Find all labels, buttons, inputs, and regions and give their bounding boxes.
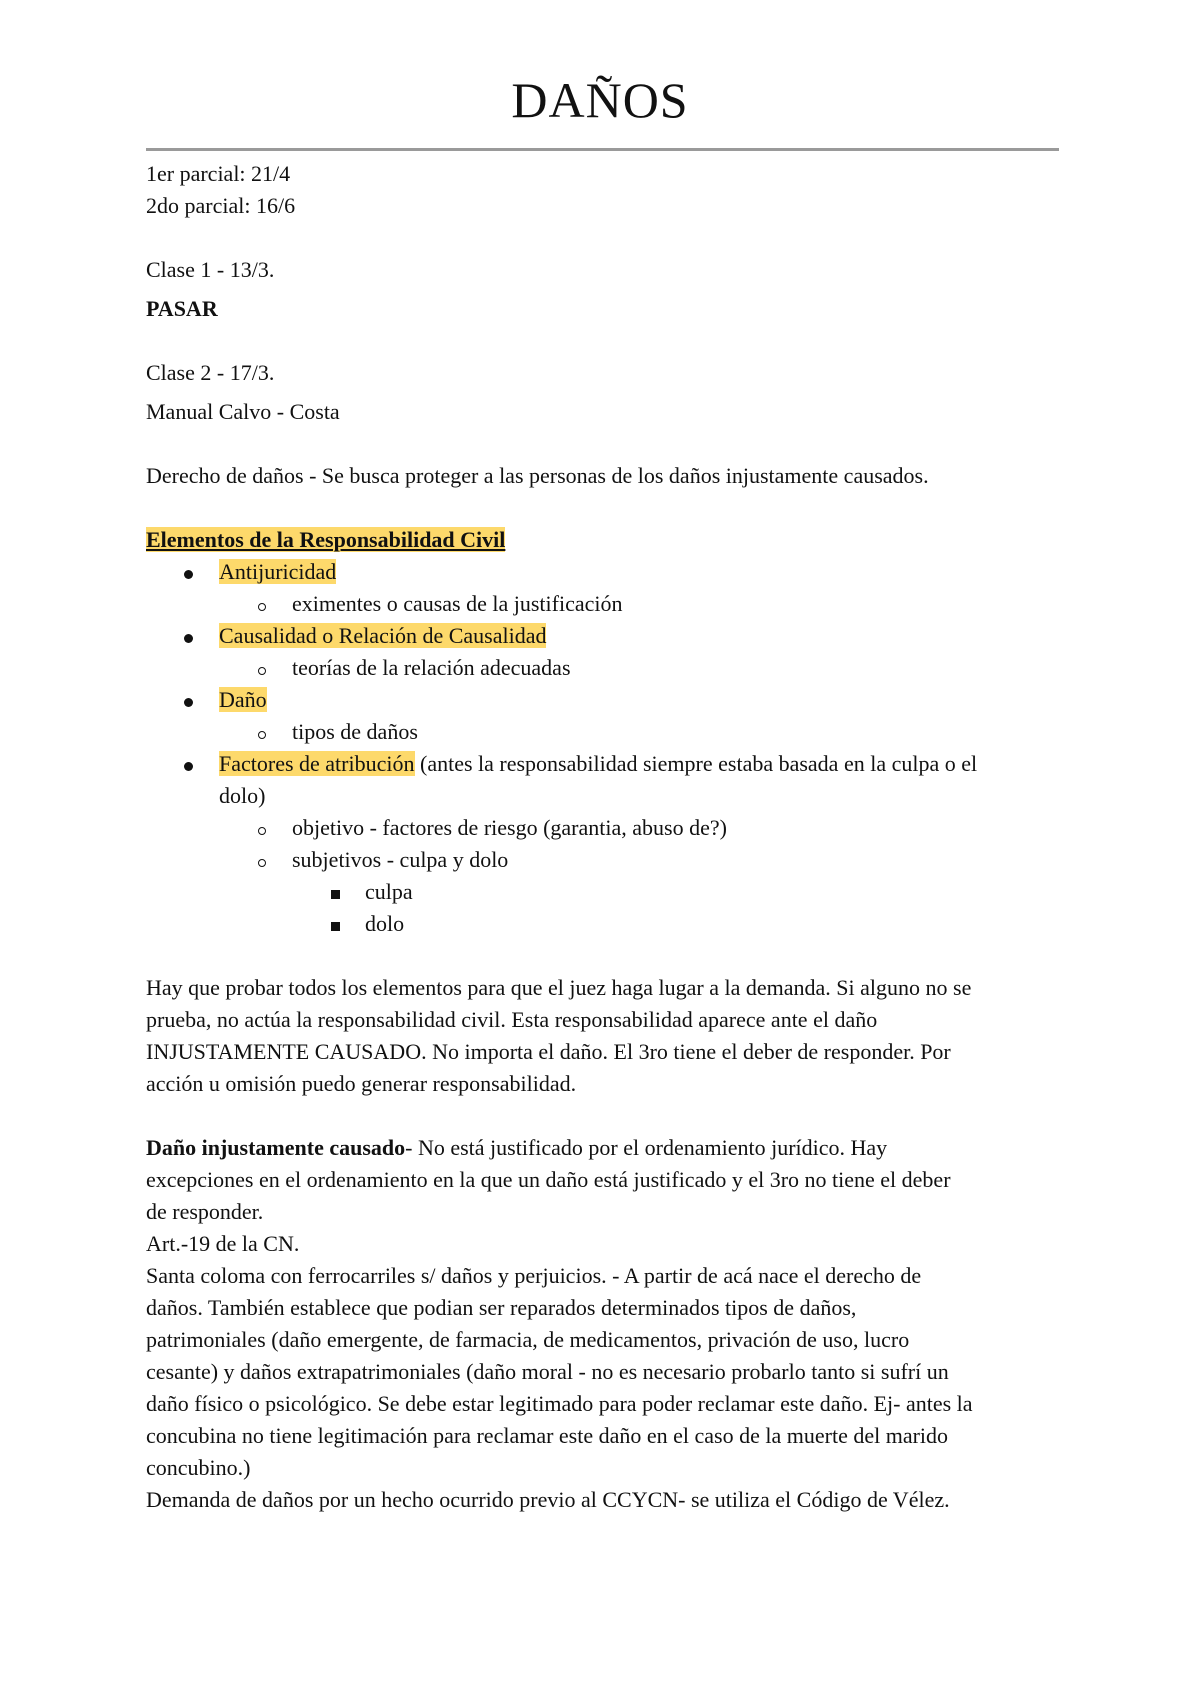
pasar-note: PASAR bbox=[146, 296, 218, 321]
item-label-dano: Daño bbox=[219, 687, 267, 712]
list-subitem: objetivo - factores de riesgo (garantia, abuso de?) bbox=[292, 815, 727, 840]
dano-injustamente-lead: Daño injustamente causado bbox=[146, 1135, 406, 1160]
intro-paragraph: Derecho de daños - Se busca proteger a las personas de los daños injustamente causados. bbox=[146, 463, 929, 488]
bullet-disc-icon bbox=[184, 556, 193, 588]
item-label-factores: Factores de atribución bbox=[219, 751, 415, 776]
elements-heading bbox=[146, 524, 505, 556]
paragraph-line: INJUSTAMENTE CAUSADO. No importa el daño. El 3ro tiene el deber de responder. Por bbox=[146, 1039, 951, 1064]
bullet-disc-icon bbox=[184, 684, 193, 716]
document-title: DAÑOS bbox=[511, 72, 689, 128]
bullet-square-icon bbox=[331, 908, 340, 940]
exam-date-2: 2do parcial: 16/6 bbox=[146, 193, 296, 218]
paragraph-line: excepciones en el ordenamiento en la que un daño está justificado y el 3ro no tiene el deber bbox=[146, 1167, 951, 1192]
item-factores-continuation: dolo) bbox=[219, 783, 266, 808]
elements-heading-text: Elementos de la Responsabilidad Civil bbox=[146, 527, 506, 552]
bullet-circle-icon bbox=[258, 812, 266, 844]
paragraph-line: de responder. bbox=[146, 1199, 264, 1224]
list-subitem: eximentes o causas de la justificación bbox=[292, 591, 623, 616]
paragraph-line: Hay que probar todos los elementos para que el juez haga lugar a la demanda. Si alguno no se bbox=[146, 975, 972, 1000]
item-factores-rest: (antes la responsabilidad siempre estaba basada en la culpa o el bbox=[414, 751, 978, 776]
item-label-causalidad: Causalidad o Relación de Causalidad bbox=[219, 623, 547, 648]
bullet-circle-icon bbox=[258, 652, 266, 684]
paragraph-line: daños. También establece que podian ser reparados determinados tipos de daños, bbox=[146, 1295, 857, 1320]
bullet-circle-icon bbox=[258, 716, 266, 748]
paragraph-line: prueba, no actúa la responsabilidad civil. Esta responsabilidad aparece ante el daño bbox=[146, 1007, 878, 1032]
paragraph-line bbox=[146, 1132, 887, 1164]
paragraph-line: patrimoniales (daño emergente, de farmacia, de medicamentos, privación de uso, lucro bbox=[146, 1327, 910, 1352]
list-item bbox=[219, 748, 977, 780]
list-item bbox=[219, 620, 546, 652]
paragraph-line: cesante) y daños extrapatrimoniales (daño moral - no es necesario probarlo tanto si sufrí un bbox=[146, 1359, 949, 1384]
exam-date-1: 1er parcial: 21/4 bbox=[146, 161, 291, 186]
bullet-disc-icon bbox=[184, 748, 193, 780]
title-divider bbox=[146, 148, 1059, 151]
paragraph-line: concubino.) bbox=[146, 1455, 251, 1480]
manual-reference: Manual Calvo - Costa bbox=[146, 399, 340, 424]
paragraph-line: concubina no tiene legitimación para reclamar este daño en el caso de la muerte del marido bbox=[146, 1423, 949, 1448]
list-item bbox=[219, 556, 336, 588]
class-1-heading: Clase 1 - 13/3. bbox=[146, 257, 275, 282]
list-subitem: teorías de la relación adecuadas bbox=[292, 655, 571, 680]
list-subitem: tipos de daños bbox=[292, 719, 418, 744]
bullet-circle-icon bbox=[258, 588, 266, 620]
list-item bbox=[219, 684, 267, 716]
list-subsubitem: dolo bbox=[365, 911, 405, 936]
bullet-square-icon bbox=[331, 876, 340, 908]
paragraph-text: - No está justificado por el ordenamiento jurídico. Hay bbox=[405, 1135, 888, 1160]
paragraph-line: Art.-19 de la CN. bbox=[146, 1231, 300, 1256]
bullet-disc-icon bbox=[184, 620, 193, 652]
list-subsubitem: culpa bbox=[365, 879, 413, 904]
paragraph-line: Demanda de daños por un hecho ocurrido previo al CCYCN- se utiliza el Código de Vélez. bbox=[146, 1487, 950, 1512]
paragraph-line: acción u omisión puedo generar responsabilidad. bbox=[146, 1071, 577, 1096]
paragraph-line: daño físico o psicológico. Se debe estar legitimado para poder reclamar este daño. Ej- antes la bbox=[146, 1391, 973, 1416]
class-2-heading: Clase 2 - 17/3. bbox=[146, 360, 275, 385]
list-subitem: subjetivos - culpa y dolo bbox=[292, 847, 509, 872]
bullet-circle-icon bbox=[258, 844, 266, 876]
paragraph-line: Santa coloma con ferrocarriles s/ daños y perjuicios. - A partir de acá nace el derecho de bbox=[146, 1263, 922, 1288]
item-label-antijuricidad: Antijuricidad bbox=[219, 559, 337, 584]
